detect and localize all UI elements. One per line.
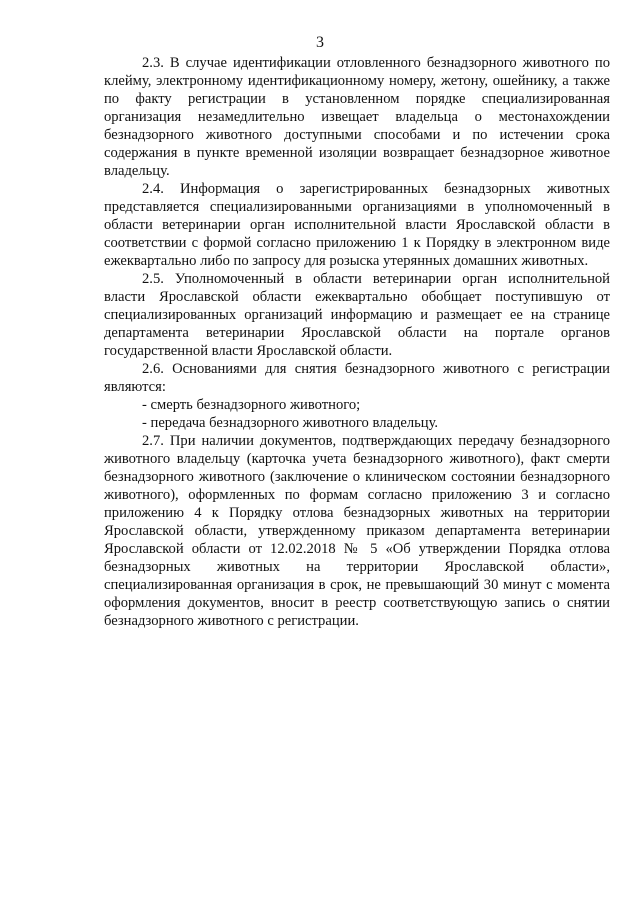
- paragraph-2-6: 2.6. Основаниями для снятия безнадзорного животного с регистрации являются:: [104, 361, 610, 395]
- list-item-death: - смерть безнадзорного животного;: [142, 397, 361, 413]
- paragraph-2-5: 2.5. Уполномоченный в области ветеринарии орган исполнительной власти Ярославской области ежеквартально обобщает поступившую от специализированных организаций информацию и размещает ее на странице департамента ветеринарии Ярославской области на портале органов государственной власти Ярославской области.: [104, 271, 610, 359]
- page-number: 3: [316, 34, 324, 51]
- list-item-transfer: - передача безнадзорного животного владельцу.: [142, 415, 439, 431]
- paragraph-2-3: 2.3. В случае идентификации отловленного безнадзорного животного по клейму, электронному идентификационному номеру, жетону, ошейнику, а также по факту регистрации в установленном порядке специализированная организация незамедлительно извещает владельца о местонахождении безнадзорного животного доступными способами и по истечении срока содержания в пункте временной изоляции возвращает безнадзорное животное владельцу.: [104, 55, 610, 179]
- document-body: [104, 54, 610, 630]
- paragraph-2-7: 2.7. При наличии документов, подтверждающих передачу безнадзорного животного владельцу (карточка учета безнадзорного животного), факт смерти безнадзорного животного (заключение о клиническом состоянии безнадзорного животного), оформленных по формам согласно приложению 3 и согласно приложению 4 к Порядку отлова безнадзорных животных на территории Ярославской области, утвержденному приказом департамента ветеринарии Ярославской области от 12.02.2018 № 5 «Об утверждении Порядка отлова безнадзорных животных на территории Ярославской области», специализированная организация в срок, не превышающий 30 минут с момента оформления документов, вносит в реестр соответствующую запись о снятии безнадзорного животного с регистрации.: [104, 433, 610, 629]
- paragraph-2-4: 2.4. Информация о зарегистрированных безнадзорных животных представляется специализированными организациями в уполномоченный в области ветеринарии орган исполнительной власти Ярославской области в соответствии с формой согласно приложению 1 к Порядку в электронном виде ежеквартально либо по запросу для розыска утерянных домашних животных.: [104, 181, 610, 269]
